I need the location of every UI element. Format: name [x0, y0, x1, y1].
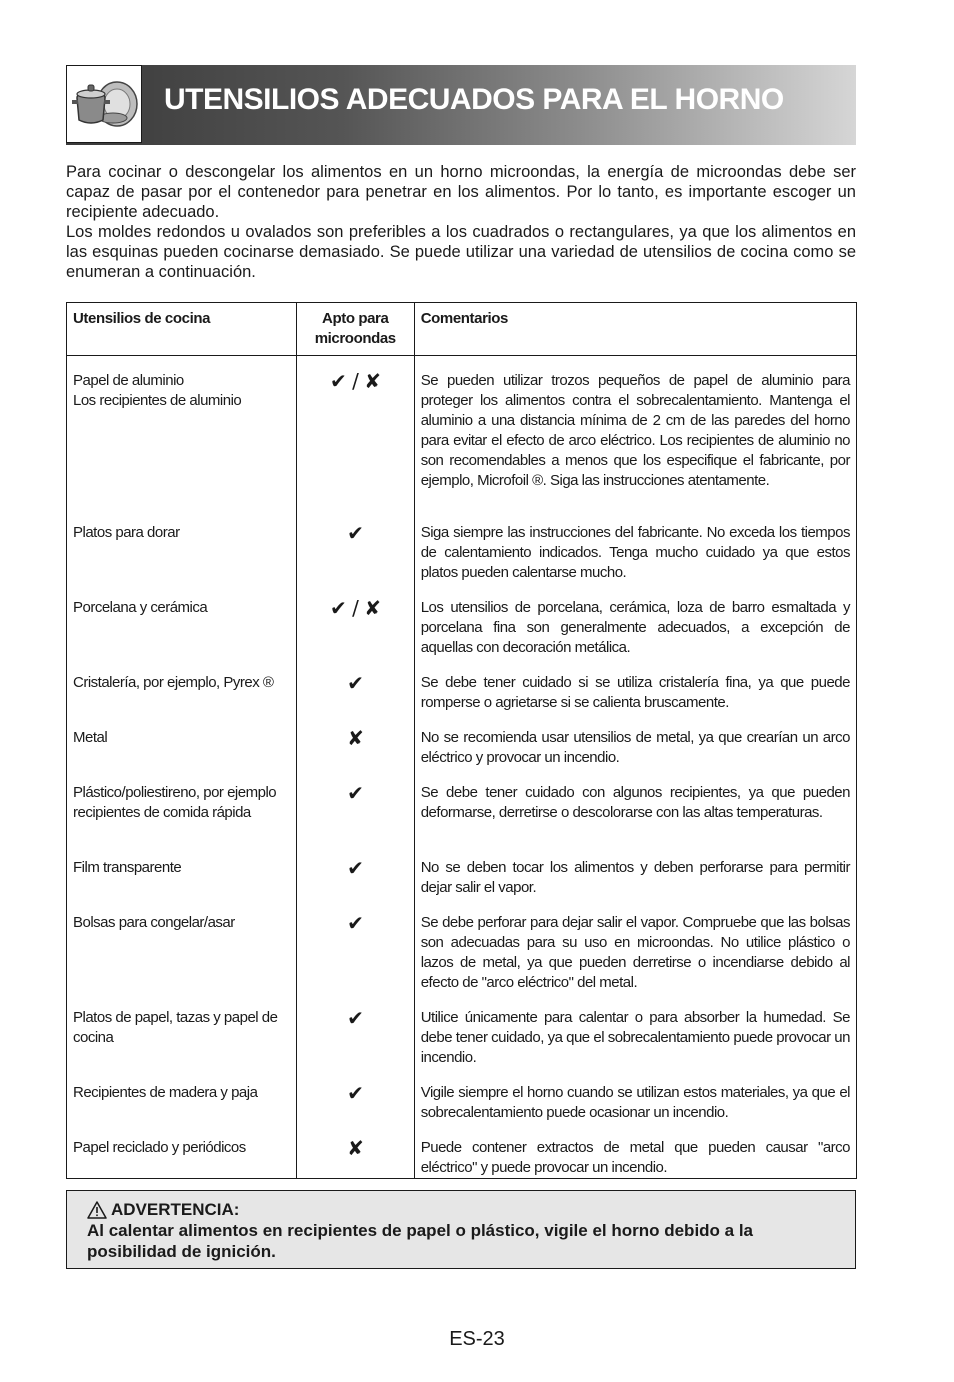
header-comments: Comentarios	[414, 303, 856, 356]
suitable-cell: ✔ / ✘	[296, 356, 414, 508]
table-row	[67, 508, 857, 583]
utensil-cell: Porcelana y cerámica	[67, 583, 297, 658]
utensils-table	[66, 302, 857, 1179]
utensil-cell: Papel de aluminio Los recipientes de aluminio	[67, 356, 297, 508]
table-row	[67, 356, 857, 508]
warning-title: ADVERTENCIA:	[111, 1200, 240, 1219]
suitable-cell: ✔	[296, 898, 414, 993]
table-row	[67, 1068, 857, 1123]
suitable-cell: ✔	[296, 658, 414, 713]
header-suitable: Apto para microondas	[296, 303, 414, 356]
warning-title-row	[87, 1199, 835, 1220]
comment-cell: Puede contener extractos de metal que pueden causar "arco eléctrico" y puede provocar un incendio.	[414, 1123, 856, 1179]
cookware-icon-box	[66, 65, 142, 143]
comment-cell: Se debe tener cuidado si se utiliza cristalería fina, ya que puede romperse o agrietarse si se calienta bruscamente.	[414, 658, 856, 713]
table-row	[67, 993, 857, 1068]
table-header-row	[67, 303, 857, 356]
comment-cell: Se debe perforar para dejar salir el vapor. Compruebe que las bolsas son adecuadas para su uso en microondas. No utilice plástico o lazos de metal, ya que pueden derretirse o incendiarse debido al efecto de "arco eléctrico" del metal.	[414, 898, 856, 993]
utensil-cell: Metal	[67, 713, 297, 768]
comment-cell: No se recomienda usar utensilios de metal, ya que crearían un arco eléctrico y provocar un incendio.	[414, 713, 856, 768]
suitable-cell: ✔	[296, 508, 414, 583]
warning-text: Al calentar alimentos en recipientes de papel o plástico, vigile el horno debido a la posibilidad de ignición.	[87, 1221, 754, 1261]
section-header	[66, 65, 856, 145]
table-row	[67, 583, 857, 658]
utensil-cell: Film transparente	[67, 843, 297, 898]
utensil-cell: Papel reciclado y periódicos	[67, 1123, 297, 1179]
intro-text	[66, 162, 856, 282]
comment-cell: No se deben tocar los alimentos y deben perforarse para permitir dejar salir el vapor.	[414, 843, 856, 898]
warning-box	[66, 1190, 856, 1269]
suitable-cell: ✘	[296, 1123, 414, 1179]
warning-triangle-icon	[87, 1201, 107, 1219]
suitable-cell: ✔	[296, 768, 414, 843]
utensil-cell: Recipientes de madera y paja	[67, 1068, 297, 1123]
comment-cell: Siga siempre las instrucciones del fabricante. No exceda los tiempos de calentamiento indicados. Tenga mucho cuidado ya que estos platos pueden calentarse mucho.	[414, 508, 856, 583]
table-row	[67, 658, 857, 713]
header-utensil: Utensilios de cocina	[67, 303, 297, 356]
comment-cell: Se debe tener cuidado con algunos recipientes, ya que pueden deformarse, derretirse o descolorarse con las altas temperaturas.	[414, 768, 856, 843]
page-number: ES-23	[449, 1328, 505, 1350]
utensil-cell: Platos para dorar	[67, 508, 297, 583]
comment-cell: Se pueden utilizar trozos pequeños de papel de aluminio para proteger los alimentos contra el sobrecalentamiento. Mantenga el aluminio a una distancia mínima de 2 cm de las paredes del horno para evitar el efecto de arco eléctrico. Los recipientes de aluminio no son recomendables a menos que los especifique el fabricante, por ejemplo, Microfoil ®. Siga las instrucciones atentamente.	[414, 356, 856, 508]
intro-paragraph-2: Los moldes redondos u ovalados son preferibles a los cuadrados o rectangulares, ya que los alimentos en las esquinas pueden cocinarse demasiado. Se puede utilizar una variedad de utensilios de cocina como se enumeran a continuación.	[66, 223, 856, 281]
suitable-cell: ✔	[296, 843, 414, 898]
utensil-cell: Plástico/poliestireno, por ejemplo recipientes de comida rápida	[67, 768, 297, 843]
utensil-cell: Platos de papel, tazas y papel de cocina	[67, 993, 297, 1068]
page-title: UTENSILIOS ADECUADOS PARA EL HORNO	[164, 83, 784, 116]
comment-cell: Los utensilios de porcelana, cerámica, loza de barro esmaltada y porcelana fina son generalmente adecuados, a excepción de aquellas con decoración metálica.	[414, 583, 856, 658]
comment-cell: Utilice únicamente para calentar o para absorber la humedad. Se debe tener cuidado, ya que el sobrecalentamiento puede provocar un incendio.	[414, 993, 856, 1068]
intro-paragraph-1: Para cocinar o descongelar los alimentos en un horno microondas, la energía de microondas debe ser capaz de pasar por el contenedor para penetrar en los alimentos. Por lo tanto, es importante escoger un recipiente adecuado.	[66, 163, 856, 221]
suitable-cell: ✘	[296, 713, 414, 768]
cookware-icon	[69, 78, 139, 132]
suitable-cell: ✔	[296, 1068, 414, 1123]
table-row	[67, 898, 857, 993]
suitable-cell: ✔ / ✘	[296, 583, 414, 658]
utensil-cell: Bolsas para congelar/asar	[67, 898, 297, 993]
comment-cell: Vigile siempre el horno cuando se utilizan estos materiales, ya que el sobrecalentamiento puede ocasionar un incendio.	[414, 1068, 856, 1123]
suitable-cell: ✔	[296, 993, 414, 1068]
table-row	[67, 713, 857, 768]
utensil-cell: Cristalería, por ejemplo, Pyrex ®	[67, 658, 297, 713]
table-row	[67, 1123, 857, 1179]
table-row	[67, 768, 857, 843]
table-row	[67, 843, 857, 898]
